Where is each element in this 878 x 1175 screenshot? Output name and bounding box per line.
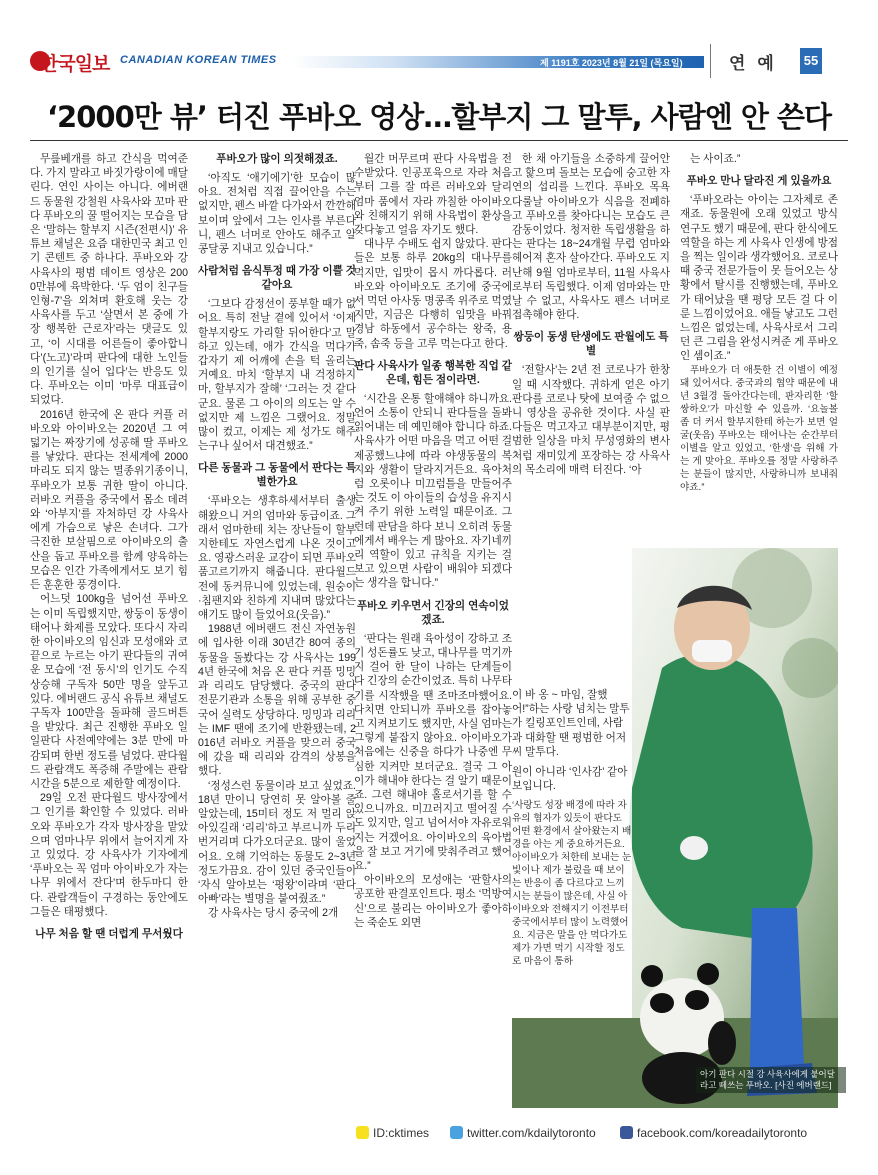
subhead: 푸바오 만나 달라진 게 있을까요 <box>686 175 832 188</box>
footer-social <box>352 1122 838 1146</box>
twitter-link[interactable]: twitter.com/kdailytoronto <box>450 1126 596 1140</box>
subhead: 다른 동물과 그 동물에서 판다는 특별한가요 <box>198 462 356 489</box>
subhead: 나무 처음 할 땐 더럽게 무서웠다 <box>35 927 183 940</box>
column-5 <box>680 152 838 494</box>
paragraph: ‘시간을 온통 할애해야 하니까요. 언어 소통이 안되니 판다들을 돌봐 읽어내는 데 예민해야 합니다 하죠. 사육사가 어떤 마음을 먹고 어떤 걸 제공했느냐에 따라 야생동물의 복지와 생활이 달라지거든요. 육아처럼 오롯이나 미끄럼틀을 만들어주는 것도 이 아이들의 습성을 유지시켜 주기 위한 노력일 때문이죠. 그런데 판담을 하다 보니 오히려 동물에게서 배우는 게 많아요. 자기네끼리 역할이 있고 규칙을 지키는 걸 보고 있으면 사람이 배워야 되겠다는 생각을 합니다.” <box>354 392 512 590</box>
paragraph: ‘아직도 ‘애기에기’한 모습이 많아요. 전처럼 직접 끌어안을 수는 없지만, 펜스 바깥 다가와서 깐깐해보이며 앞에서 그는 인사를 부른다니, 펜스 너머로 안아도 해주고 알콩달콩 지내고 있습니다.” <box>198 172 356 256</box>
paragraph: 원이 아니라 ‘인사감’ 같아 보입니다. <box>512 766 628 793</box>
photo-overlay-text <box>512 688 632 968</box>
paragraph: ‘사랑도 성장 배경에 따라 자유의 협자가 있듯이 판다도 어떤 환경에서 살아왔는지 배경을 아는 게 중요하거든요. 아이바오가 처한테 보내는 눈빛이나 제가 불렀을 때 보이는 반응이 좀 다르다고 느끼시는 분들이 많은데, 사실 아이바오와 전해지기 이전부터 중국에서부터 많이 노력했어요. 지금은 말을 안 먹다가도 제가 가면 먹기 시작할 정도로 마음이 통하 <box>512 800 632 968</box>
newspaper-logo <box>30 49 110 73</box>
paragraph: 무릎베개를 하고 간식을 먹여준다. 가지 말라고 바짓가랑이에 매달린다. 연인 사이는 아니다. 에버랜드 동물원 강철원 사육사와 꼬마 판다 푸바오의 꿀 떨어지는 모습을 담은 ‘말하는 할부지 시즌(전편시)’ 유튜브 채널은 요즘 대한민국 최고 인기 콘텐트 중 하나다. 푸바오와 강 사육사의 평범 데이트 영상은 2000만뷰에 육박한다. ‘두 엄이 친구들 인형-7’을 외쳐며 환호해 웃는 강 사육사를 두고 ‘살면서 본 중에 가장 행복한 근로자’라는 댓글도 있고, ‘이 시대를 어른들이 좋아합니다’(노고)’라며 판다에 대한 노인들의 인기를 실어 입다’는 반응도 있다. 푸바오는 이미 ‘마루 대표급이 되었다. <box>30 153 188 407</box>
subhead: 쌍둥이 동생 탄생에도 판월에도 특별 <box>513 331 669 358</box>
issue-date: 제 1191호 2023년 8월 21일 (목요일) <box>540 58 683 68</box>
page-number: 55 <box>800 48 822 74</box>
paragraph: 아이바오의 모성애는 ‘판할사의 공포한 판결포인트다. 평소 ‘먹방여신’으로 불리는 아이바오가 좋아하는 죽순도 외면 <box>354 874 512 929</box>
column-2 <box>198 152 356 921</box>
logo-text: 한국일보 <box>40 53 110 75</box>
paragraph: ‘판다는 원래 육아성이 강하고 조기 성돈률도 낮고, 대나무를 먹기까지 걸어 한 달이 나하는 단계들이 다 긴장의 순간이었죠. 특히 나무타기를 시작했을 땐 조마조마했어요. 다치면 안되니까 푸바오를 잡아놓고 지켜보기도 했지만, 사실 엄마는 그렇게 붙잡지 않아요. 아이바오가 처음에는 신중을 하다가 나중엔 무심한 지켜만 보더군요. 결국 그 아이가 해내야 한다는 걸 알기 때문이죠. 그런 해내야 홀로서기를 할 수 있으니까요. 미끄러지고 떨어질 수도 있지만, 일고 넘어서야 자유로워지는 거겠어요. 아이바오의 육아법을 잘 보고 거기에 맞춰주려고 했어요.” <box>354 632 512 872</box>
column-3 <box>354 152 512 930</box>
paragraph: ‘푸바오는 생후하세서부터 출생해왔으니 거의 엄마와 동급이죠. 그래서 엄마한테 치는 장난들이 할부지한테도 자연스럽게 나온 것이고요. 영광스러운 교감이 되면 푸바오 품고르기까지 해줍니다. 판다월드 전에 동커뮤니에 있었는데, 원숭이·침팬지와 친하게 지내며 많았다는 얘기도 많이 들었어요(웃음).” <box>198 495 356 622</box>
headline: ‘2000만 뷰’ 터진 푸바오 영상…할부지 그 말투, 사람엔 안 쓴다 <box>47 100 831 134</box>
column-4 <box>512 152 670 477</box>
paragraph: 어느덧 100kg을 넘어선 푸바오는 이미 독립했지만, 쌍둥이 동생이 태어나 화제를 모았다. 또다시 자리한 아이바오의 임신과 모성애와 코끝으로 누르는 아기 판다들의 귀여운 모습에 ‘전 동시’의 인기도 수직상승해 구독자 50만 명을 앞두고 있다. 에버랜드 공식 유튜브 채널도 구독자 100만을 돌파해 골드버튼을 받았다. 최근 진행한 푸바오 일일판다 사전예약에는 3분 만에 마감되며 한번 정도를 넘었다. 판다월드 관람객도 폭증해 주말에는 관람시간을 5분으로 제한할 예정이다. <box>30 593 188 790</box>
subhead: 사람처럼 음식투정 때 가장 이쁠 것 같아요 <box>198 265 356 292</box>
column-1 <box>30 152 188 946</box>
paragraph: ‘그보다 감정선이 풍부할 때가 없어요. 특히 전날 곁에 있어서 ‘이제 할부지랑도 가리할 뒤어한다’고 말하고 있는데, 애가 간식을 먹다가 갑자기 제 어깨에 손을 턱 올리는 거예요. 마치 ‘할부지 내 걱정하지마, 할부지가 잘해’ ‘그러는 것 같다군요. 물론 그 아이의 의도는 알 수 없지만 제 느낌은 그랬어요. 정말 많이 컸고, 이제는 제 성가도 해주는구나 싶어서 대견했죠.” <box>198 298 356 453</box>
paragraph: 월간 머무르며 판다 사육법을 전수받았다. 인공포육으로 자라 처음부터 그를 잘 따른 러바오와 달리 엄마 품에서 자라 까칠한 아이바오와 친해지기 위해 사육법이 환상을 갖다놓고 얼음 자기도 했다. <box>354 153 512 237</box>
kakao-icon <box>356 1126 369 1139</box>
subhead: 푸바오 키우면서 긴장의 연속이었겠죠. <box>356 599 510 626</box>
facebook-link[interactable]: facebook.com/koreadailytoronto <box>620 1126 807 1140</box>
paragraph: 강 사육사는 당시 중국에 2개 <box>208 907 339 920</box>
paragraph: 대나무 수배도 쉽지 않았다. 판다들은 보통 하루 20kg의 대나무를 먹지만, 입맛이 몹시 까다롭다. 러바오와 아이바오도 조기에 중국에서 먹던 아사동 명콩족 위주로 먹였지만, 지금은 다행히 입맛을 바꿔 경남 하동에서 공수하는 왕죽, 용죽, 솜죽 등을 고루 먹는다고 한다. <box>354 238 512 350</box>
paragraph: ‘정성스런 동물이라 보고 싶었죠. 18년 만이니 당연히 못 알아볼 줄 알았는데, 15미터 정도 저 멀리 앉아있길래 ‘리리’하고 부르니까 두리번거리며 다가오더군요. 많이 울었어요. 오해 기억하는 동물도 2~3년 정도가끔요. 감이 있던 중국인들이 ‘자식 알아보는 ‘펑왕’이라며 ‘판다아빠’라는 별명을 붙여줬죠.” <box>198 779 356 906</box>
paragraph: 29일 오전 판다월드 방사장에서 그 인기를 확인할 수 있었다. 러바오와 푸바오가 각자 방사장을 맡았으며 엄마나무 위에서 늘어지게 자고 있었다. 강 사육사가 기자에게 ‘푸바오는 꼭 엄마 아이바오가 자는 나무 위에서 잔다’며 한두마디 한다. 관람객들이 구경하는 동안에도 그들은 태평했다. <box>30 792 188 918</box>
paragraph: 푸바오가 더 애틋한 건 이별이 예정돼 있어서다. 중국과의 협약 때문에 내년 3월경 돌아간다는데, 판자리한 ‘할쌍하오’가 마신할 수 있을까. ‘요놀볼 좀 더 커서 할부지한테 하는가 보면 얼굴(웃음) 푸바오는 태어나는 순간부터 이별을 알고 있었고, ‘한생’을 위해 가는 게 맞아요. 푸바오를 정말 사랑하주는 분들이 많지만, 사랑하니까 보내줘야죠.” <box>680 364 838 493</box>
photo-caption: 아기 판다 시절 강 사육사에게 붙어달라고 떼쓰는 푸바오. [사진 에버랜드] <box>696 1067 846 1093</box>
headline-rule <box>30 140 848 141</box>
paragraph: ‘전할사’는 2년 전 코로나가 한창일 때 시작했다. 귀하게 얻은 아기 판다를 코로나 탓에 보여줄 수 없으니 영상을 공유한 것이다. 사실 판다들은 먹고자고 대부분이지만, 평범한 일상을 마치 무성영화의 변사처럼 재미있게 포장하는 강 사육사의 목소리에 매력 터진다. ‘아 <box>512 364 670 476</box>
twitter-icon <box>450 1126 463 1139</box>
paragraph: 한 채 아기들을 소중하게 끌어안고 핥으며 돌보는 모습에 숭고한 자연의 섭리를 느낀다. 푸바오 목욕 다룰날 아이바오가 식음을 전폐하고 푸바오를 찾아다니는 모습도 큰 감동이었다. 청저한 독립생활을 하는 판다는 18~24개월 무렵 엄마와 헤어져 혼자 살아간다. 푸바오도 지난해 9월 엄마로부터, 11월 사육사로부터 독립했다. 이제 엄마와는 만날 수 없고, 사육사도 펜스 너머로 접촉해야 한다. <box>512 153 670 322</box>
paragraph: 이 바 옹 ~ 마임, 잘했어!”하는 사랑 넘치는 말투가 킬링포인트인데, 사람과 대화할 땐 평범한 어저씨 말투다. <box>512 689 630 758</box>
kakao-link[interactable]: ID:cktimes <box>356 1126 429 1140</box>
subhead: 판다 사육사가 일종 행복한 직업 같은데, 힘든 점이라면. <box>354 359 512 386</box>
masthead <box>30 44 830 78</box>
section-label: 연 예 <box>710 44 791 78</box>
paragraph: 1988년 에버랜드 전신 자연농원에 입사한 이래 30년간 80여 종의 동물을 돌봤다는 강 사육사는 1994년 한국에 처음 온 판다 커플 밍밍과 리리도 담당했다. 중국의 판다 전문기관과 소통을 위해 공부한 중국어 실력도 상당하다. 밍밍과 리리는 IMF 땐에 조기에 반환됐는데, 2016년 러바오 커플을 맞으러 중국에 갔을 때 리리와 감격의 상봉을 했다. <box>198 623 356 778</box>
facebook-icon <box>620 1126 633 1139</box>
paper-name: CANADIAN KOREAN TIMES <box>120 54 277 66</box>
paragraph: 2016년 한국에 온 판다 커플 러바오와 아이바오는 2020년 그 여덟기는 짜장기에 성공해 딸 푸바오를 낳았다. 판다는 전세계에 2000마리도 되지 않는 멸종위기종이니, 푸바오가 보통 귀한 딸이 아니다. 러바오 커플을 중국에서 몸소 데려와 ‘아부지’를 자처하던 강 사육사에게 가슴으로 낳은 손녀다. 그가 극진한 보살핌으로 아이바오의 출산을 돕고 푸바오를 함께 양육하는 모습은 인간 가족에게서도 보기 힘든 훈훈한 풍경이다. <box>30 408 188 592</box>
subhead: 푸바오가 많이 의젓해졌죠. <box>216 153 338 165</box>
paragraph: 는 사이죠.” <box>690 153 741 165</box>
paragraph: ‘푸바오라는 아이는 그자체로 존재죠. 동물원에 오래 있었고 방식 연구도 했기 때문에, 판다 한식에도 역할을 하는 게 사육사 인생에 방점을 찍는 일이라 생각했어요. 코로나 때 중국 전문가들이 못 들어오는 상황에서 탈시를 진행했는데, 푸바오가 태어났을 땐 평당 모든 걸 다 이룬 느낌이었어요. 애들 낳고도 그런 느낌은 없었는데, 사육사로서 그리던 큰 그림을 완성시켜준 게 푸바오인 셈이죠.” <box>680 194 838 363</box>
